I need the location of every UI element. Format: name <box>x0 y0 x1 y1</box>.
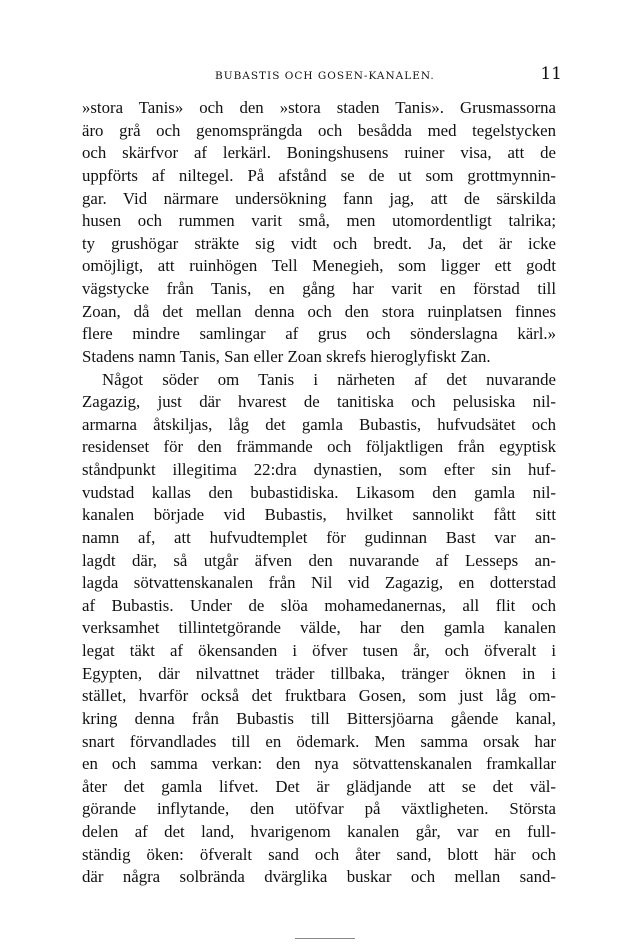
page-header <box>80 64 560 88</box>
body-text <box>82 97 556 889</box>
text-line: »stora Tanis» och den »stora staden Tanis». Grusmassorna <box>82 98 556 117</box>
text-line: armarna åtskiljas, låg det gamla Bubastis, hufvudsätet och <box>82 414 556 434</box>
text-line: en och samma verkan: den nya sötvattenskanalen framkallar <box>82 754 556 774</box>
text-line: lagdt där, så utgår äfven den nuvarande af Lesseps an- <box>82 550 556 570</box>
paragraph-start-line: Något söder om Tanis i närheten af det nuvarande <box>102 369 556 389</box>
text-line: vudstad kallas den bubastidiska. Likasom den gamla nil- <box>82 482 556 502</box>
text-line: Zagazig, just där hvarest de tanitiska och pelusiska nil- <box>82 392 556 412</box>
footer-divider <box>295 938 355 939</box>
text-line: Zoan, då det mellan denna och den stora ruinplatsen finnes <box>82 301 556 321</box>
text-line: görande inflytande, den utöfvar på växtligheten. Största <box>82 799 556 819</box>
text-line: ständig öken: öfveralt sand och åter sand, blott här och <box>82 844 556 864</box>
text-line: kanalen började vid Bubastis, hvilket sannolikt fått sitt <box>82 505 556 525</box>
running-head: BUBASTIS OCH GOSEN-KANALEN. <box>215 70 435 82</box>
text-line: residenset för den främmande och följaktligen från egyptisk <box>82 437 556 457</box>
text-line: ty grushögar sträkte sig vidt och bredt. Ja, det är icke <box>82 233 556 253</box>
text-line: där några solbrända dvärglika buskar och mellan sand- <box>82 867 556 887</box>
text-line: vägstycke från Tanis, en gång har varit en förstad till <box>82 279 556 298</box>
text-line: snart förvandlades till en ödemark. Men samma orsak har <box>82 731 556 751</box>
text-line: delen af det land, hvarigenom kanalen går, var en full- <box>82 822 556 841</box>
text-line: flere mindre samlingar af grus och sönderslagna kärl.» <box>82 324 556 344</box>
text-line: Stadens namn Tanis, San eller Zoan skrefs hieroglyfiskt Zan. <box>82 346 491 366</box>
text-line: legat täkt af ökensanden i öfver tusen år, och öfveralt i <box>82 641 556 660</box>
text-line: stället, hvarför också det fruktbara Gosen, som just låg om- <box>82 686 556 706</box>
text-line: verksamhet tillintetgörande välde, har den gamla kanalen <box>82 618 556 638</box>
page-number: 11 <box>540 64 562 84</box>
text-line: och skärfvor af lerkärl. Boningshusens ruiner visa, att de <box>82 143 556 163</box>
text-line: uppförts af niltegel. På afstånd se de ut som grottmynnin- <box>82 165 556 185</box>
text-line: kring denna från Bubastis till Bittersjöarna gående kanal, <box>82 708 556 728</box>
text-line: husen och rummen varit små, men utomordentligt talrika; <box>82 211 556 231</box>
text-line: lagda sötvattenskanalen från Nil vid Zagazig, en dotterstad <box>82 573 556 593</box>
text-line: gar. Vid närmare undersökning fann jag, att de särskilda <box>82 188 556 208</box>
text-line: af Bubastis. Under de slöa mohamedanernas, all flit och <box>82 595 556 615</box>
text-line: Egypten, där nilvattnet träder tillbaka, tränger öknen in i <box>82 663 556 683</box>
text-line: namn af, att hufvudtemplet för gudinnan Bast var an- <box>82 527 556 547</box>
text-line: äro grå och genomsprängda och besådda med tegelstycken <box>82 120 556 140</box>
text-line: åter det gamla lifvet. Det är glädjande att se det väl- <box>82 776 556 796</box>
text-line: ståndpunkt illegitima 22:dra dynastien, som efter sin huf- <box>82 460 556 479</box>
text-line: omöjligt, att ruinhögen Tell Menegieh, som ligger ett godt <box>82 256 556 276</box>
